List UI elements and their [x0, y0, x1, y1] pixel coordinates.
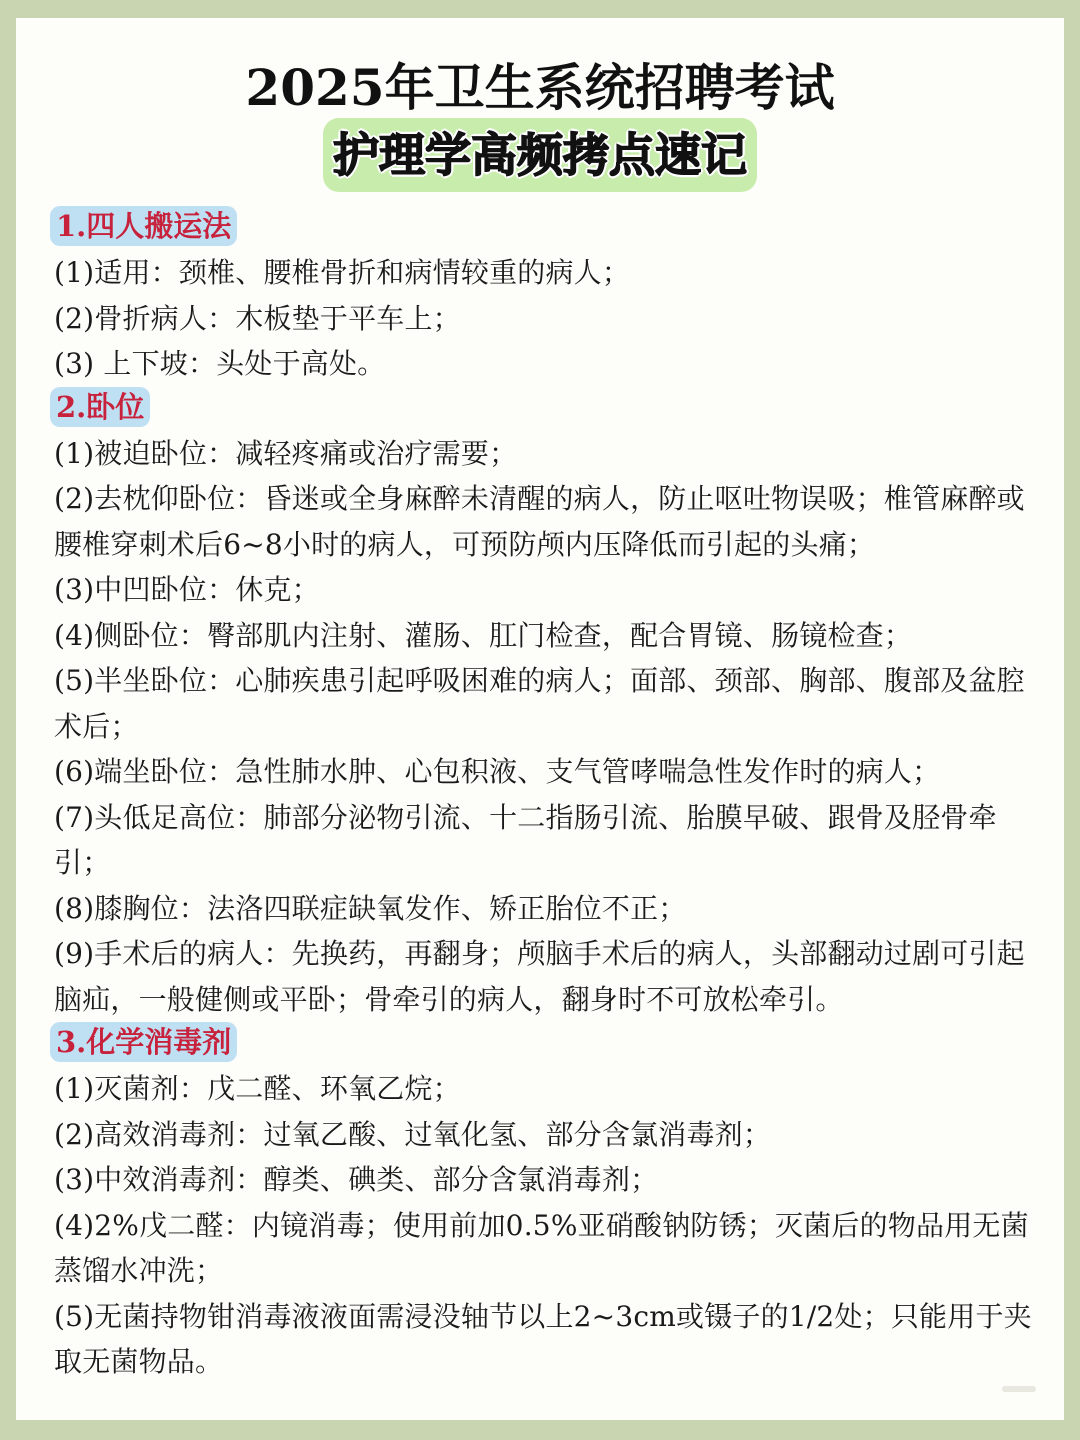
section-heading: 2.卧位 — [50, 387, 150, 427]
section-carrying — [54, 206, 1044, 387]
section-heading: 1.四人搬运法 — [50, 206, 237, 246]
page-title: 2025年卫生系统招聘考试 — [245, 58, 835, 117]
list-item: (3) 上下坡：头处于高处。 — [54, 347, 386, 380]
subtitle-banner — [16, 118, 1064, 192]
watermark-icon — [1002, 1384, 1036, 1394]
section-positions — [54, 387, 1044, 1023]
list-item: (7)头低足高位：肺部分泌物引流、十二指肠引流、胎膜早破、跟骨及胫骨牵引； — [54, 800, 997, 879]
list-item: (9)手术后的病人：先换药，再翻身；颅脑手术后的病人，头部翻动过剧可引起脑疝，一般健侧或平卧；骨牵引的病人，翻身时不可放松牵引。 — [54, 937, 1025, 1016]
list-item: (4)侧卧位：臀部肌内注射、灌肠、肛门检查，配合胃镜、肠镜检查； — [54, 618, 913, 652]
list-item: (1)灭菌剂：戊二醛、环氧乙烷； — [54, 1072, 461, 1105]
list-item: (1)被迫卧位：减轻疼痛或治疗需要； — [54, 436, 518, 470]
list-item: (5)半坐卧位：心肺疾患引起呼吸困难的病人；面部、颈部、胸部、腹部及盆腔术后； — [54, 664, 1025, 743]
list-item: (2)去枕仰卧位：昏迷或全身麻醉未清醒的病人，防止呕吐物误吸；椎管麻醉或腰椎穿刺术后6~8小时的病人，可预防颅内压降低而引起的头痛； — [54, 482, 1025, 561]
section-disinfectants — [54, 1022, 1044, 1385]
section-heading: 3.化学消毒剂 — [50, 1022, 237, 1062]
content-body — [54, 206, 1044, 1385]
page-subtitle: 护理学高频拷点速记 — [323, 118, 757, 192]
list-item: (8)膝胸位：法洛四联症缺氧发作、矫正胎位不正； — [54, 891, 687, 925]
list-item: (1)适用：颈椎、腰椎骨折和病情较重的病人； — [54, 256, 631, 289]
list-item: (3)中效消毒剂：醇类、碘类、部分含氯消毒剂； — [54, 1163, 659, 1196]
list-item: (4)2%戊二醛：内镜消毒；使用前加0.5%亚硝酸钠防锈；灭菌后的物品用无菌蒸馏水冲洗； — [54, 1208, 1029, 1287]
list-item: (3)中凹卧位：休克； — [54, 573, 320, 606]
list-item: (6)端坐卧位：急性肺水肿、心包积液、支气管哮喘急性发作时的病人； — [54, 755, 941, 788]
list-item: (2)骨折病人：木板垫于平车上； — [54, 301, 461, 335]
note-card — [16, 18, 1064, 1420]
list-item: (5)无菌持物钳消毒液液面需浸没轴节以上2~3cm或镊子的1/2处；只能用于夹取无菌物品。 — [54, 1299, 1032, 1378]
list-item: (2)高效消毒剂：过氧乙酸、过氧化氢、部分含氯消毒剂； — [54, 1117, 772, 1151]
